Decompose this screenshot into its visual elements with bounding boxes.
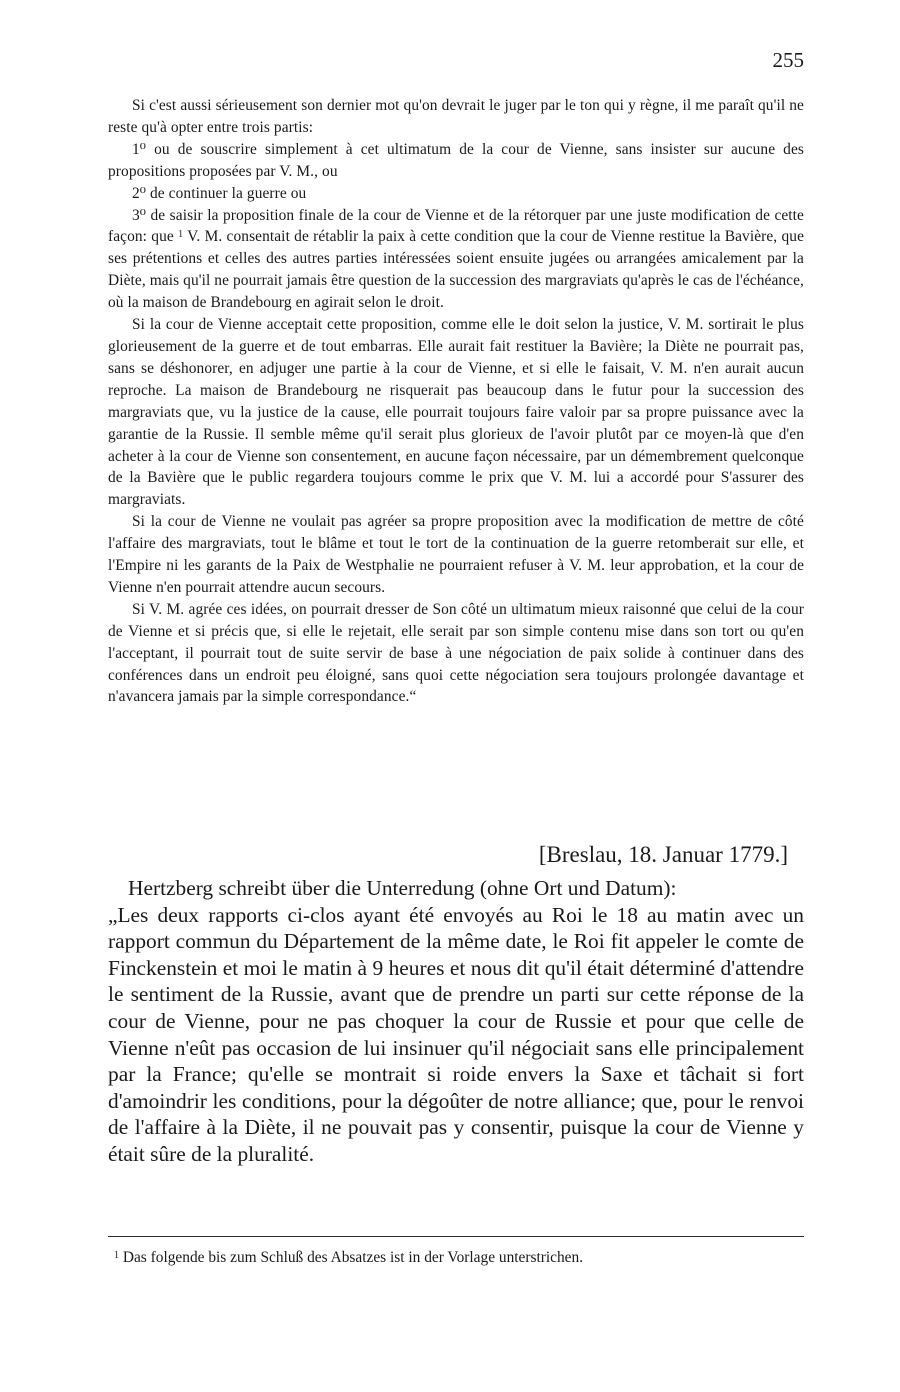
footnote-marker: 1 bbox=[114, 1250, 119, 1261]
footnote bbox=[114, 1248, 804, 1268]
german-narrative-text bbox=[108, 875, 804, 1168]
paragraph-option-3 bbox=[108, 205, 804, 315]
paragraph-hertzberg-quote: „Les deux rapports ci-clos ayant été envoyés au Roi le 18 au matin avec un rapport commun du Département de la même date, le Roi fit appeler le comte de Finckenstein et moi le matin à 9 heures et nous dit qu'il était déterminé d'attendre le sentiment de la Russie, avant que de prendre un parti sur cette réponse de la cour de Vienne, pour ne pas choquer la cour de Russie et pour que celle de Vienne n'eût pas occasion de lui insinuer qu'il négociait sans elle principalement par la France; qu'elle se montrait si roide envers la Saxe et tâchait si fort d'amoindrir les conditions, pour la dégoûter de notre alliance; que, pour le renvoi de l'affaire à la Diète, il ne pouvait pas y consentir, puisque la cour de Vienne y était sûre de la pluralité. bbox=[108, 902, 804, 1166]
paragraph-option-2: 2⁰ de continuer la guerre ou bbox=[132, 184, 307, 202]
paragraph-hertzberg-intro: Hertzberg schreibt über die Unterredung (ohne Ort und Datum): bbox=[128, 876, 677, 900]
option-3-lead: 3⁰ de saisir la proposition finale de la cour de Vienne et de la rétorquer par une juste modification de cette façon: que bbox=[108, 206, 804, 246]
page-number: 255 bbox=[772, 48, 804, 72]
paragraph-option-1: 1⁰ ou de souscrire simplement à cet ultimatum de la cour de Vienne, sans insister sur aucune des propositions proposées par V. M., ou bbox=[108, 140, 804, 180]
dateline: [Breslau, 18. Januar 1779.] bbox=[538, 842, 788, 867]
footnote-reference: 1 bbox=[178, 229, 184, 241]
paragraph-ultimatum: Si V. M. agrée ces idées, on pourrait dresser de Son côté un ultimatum mieux raisonné que celui de la cour de Vienne et si précis que, si elle le rejetait, elle serait par son simple contenu mise dans son tort ou qu'en l'acceptant, il pourrait tout de suite servir de base à une négociation de paix solide à continuer dans des conférences dans un endroit peu éloigné, sans quoi cette négociation sera toujours prolongée davantage et n'avancera jamais par la simple correspondance.“ bbox=[108, 600, 804, 706]
option-3-rest: V. M. consentait de rétablir la paix à cette condition que la cour de Vienne restitue la Bavière, que ses prétentions et celles des autres parties intéressées soient ensuite jugées ou arrangées amicalement par la Diète, mais qu'il ne pourrait jamais être question de la succession des margraviats qu'après le cas de l'échéance, où la maison de Brandebourg en agirait selon le droit. bbox=[108, 228, 805, 312]
footnote-divider bbox=[108, 1236, 804, 1237]
french-memo-text bbox=[108, 95, 804, 708]
paragraph-refusal: Si la cour de Vienne ne voulait pas agréer sa propre proposition avec la modification de mettre de côté l'affaire des margraviats, tout le blâme et tout le tort de la continuation de la guerre retomberait sur elle, et l'Empire ni les garants de la Paix de Westphalie ne pourraient refuser à V. M. leur approbation, et la cour de Vienne n'en pourrait attendre aucun secours. bbox=[108, 513, 804, 596]
paragraph-acceptance: Si la cour de Vienne acceptait cette proposition, comme elle le doit selon la justice, V. M. sortirait le plus glorieusement de la guerre et de tout embarras. Elle aurait fait restituer la Bavière; la Diète ne pourrait pas, sans se déshonorer, en adjuger une partie à la cour de Vienne, et si elle le faisait, V. M. n'en aurait aucun reproche. La maison de Brandebourg ne risquerait pas beaucoup dans le futur pour la succession des margraviats que, vu la justice de la cause, elle pourrait toujours faire valoir par sa propre puissance avec la garantie de la Russie. Il semble même qu'il serait plus glorieux de l'avoir plutôt par ce moyen-là que d'en acheter à la cour de Vienne son consentement, en aucune façon nécessaire, par un démembrement quelconque de la Bavière que le public regardera toujours comme le prix que V. M. lui a accordé pour S'assurer des margraviats. bbox=[108, 316, 804, 509]
paragraph-intro: Si c'est aussi sérieusement son dernier mot qu'on devrait le juger par le ton qui y règne, il me paraît qu'il ne reste qu'à opter entre trois partis: bbox=[108, 97, 804, 136]
footnote-text: Das folgende bis zum Schluß des Absatzes ist in der Vorlage unterstrichen. bbox=[122, 1249, 584, 1266]
